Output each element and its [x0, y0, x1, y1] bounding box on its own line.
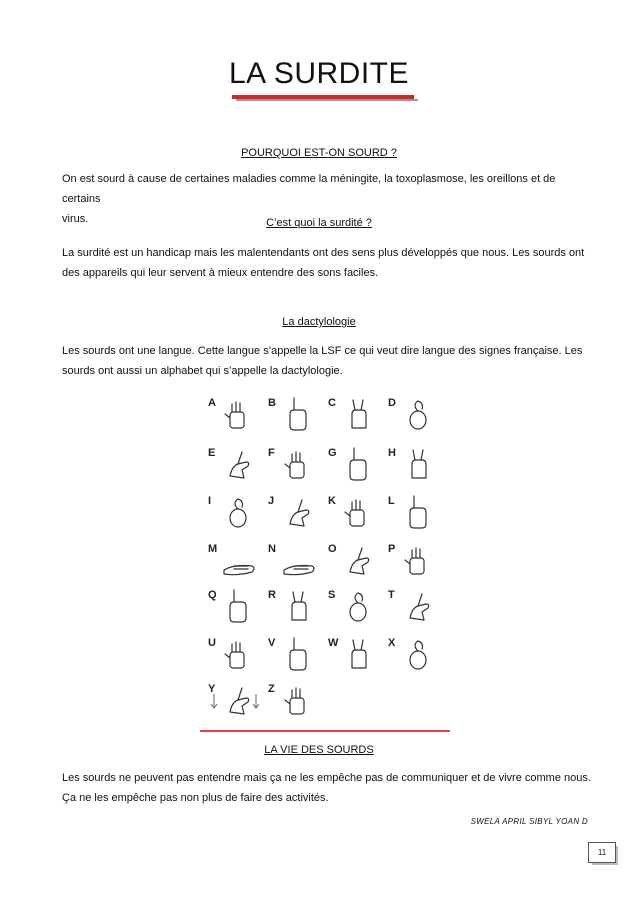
alphabet-sign-e — [208, 447, 249, 478]
hand-sign-icon — [290, 500, 309, 526]
alphabet-sign-b — [268, 397, 306, 430]
paragraph-line: Les sourds ont une langue. Cette langue s’appelle la LSF ce qui veut dire langue des signes française. Les — [62, 345, 583, 357]
hand-sign-icon — [284, 566, 314, 575]
paragraph-line: virus. — [62, 213, 89, 225]
alphabet-sign-c — [328, 397, 366, 428]
hand-sign-icon — [350, 593, 366, 621]
hand-sign-icon — [405, 548, 424, 574]
alphabet-letter: Z — [268, 683, 275, 695]
alphabet-sign-j — [268, 495, 309, 526]
section-heading-what: C’est quoi la surdité ? — [266, 217, 372, 229]
alphabet-letter: X — [388, 637, 396, 649]
alphabet-letter: I — [208, 495, 212, 507]
alphabet-letter: C — [328, 397, 336, 409]
alphabet-sign-u — [208, 637, 244, 668]
paragraph-line: Les sourds ne peuvent pas entendre mais ça ne les empêche pas de communiquer et de vivre comme nous. — [62, 772, 591, 784]
paragraph-line: des appareils qui leur servent à mieux entendre des sons faciles. — [62, 267, 379, 279]
hand-sign-icon — [230, 590, 246, 622]
section-heading-why: POURQUOI EST-ON SOURD ? — [241, 147, 397, 159]
alphabet-letter: Y — [208, 683, 216, 695]
alphabet-letter: H — [388, 447, 396, 459]
alphabet-letter: A — [208, 397, 216, 409]
hand-sign-icon — [410, 401, 426, 429]
hand-sign-icon — [352, 400, 366, 428]
authors-signature: SWELA APRIL SIBYL YOAN D — [470, 817, 588, 826]
hand-sign-icon — [290, 398, 306, 430]
alphabet-letter: J — [268, 495, 275, 507]
sign-language-alphabet-image — [200, 388, 448, 730]
alphabet-sign-i — [208, 495, 246, 527]
hand-sign-icon — [224, 566, 254, 575]
alphabet-letter: G — [328, 447, 337, 459]
alphabet-sign-a — [208, 397, 244, 428]
alphabet-sign-v — [268, 637, 306, 670]
hand-sign-icon — [225, 402, 244, 428]
alphabet-sign-n — [268, 543, 314, 575]
section-paragraph-life — [62, 768, 592, 808]
alphabet-sign-g — [328, 447, 366, 480]
alphabet-sign-l — [388, 495, 426, 528]
hand-sign-icon — [412, 450, 426, 478]
section-heading-life: LA VIE DES SOURDS — [264, 744, 374, 756]
hand-sign-icon — [292, 592, 306, 620]
page-number: 11 — [588, 842, 616, 863]
alphabet-letter: D — [388, 397, 396, 409]
image-bottom-rule — [200, 730, 450, 732]
title-underline-shadow — [236, 99, 418, 101]
alphabet-sign-p — [388, 543, 424, 574]
alphabet-sign-k — [328, 495, 364, 526]
alphabet-sign-f — [268, 447, 304, 478]
alphabet-sign-m — [208, 543, 254, 575]
alphabet-letter: S — [328, 589, 336, 601]
paragraph-line: sourds ont aussi un alphabet qui s’appelle la dactylologie. — [62, 365, 343, 377]
motion-arrow-icon — [253, 694, 259, 708]
hand-sign-icon — [230, 452, 249, 478]
alphabet-letter: O — [328, 543, 337, 555]
alphabet-letter: T — [388, 589, 395, 601]
hand-sign-icon — [225, 642, 244, 668]
motion-arrow-icon — [211, 694, 217, 708]
alphabet-sign-s — [328, 589, 366, 621]
alphabet-sign-w — [328, 637, 366, 668]
alphabet-letter: W — [328, 637, 339, 649]
alphabet-letter: M — [208, 543, 218, 555]
section-paragraph-what — [62, 243, 592, 283]
alphabet-sign-z — [268, 683, 304, 714]
hand-sign-icon — [285, 688, 304, 714]
hand-sign-icon — [352, 640, 366, 668]
section-paragraph-dactylology — [62, 341, 592, 381]
hand-sign-icon — [410, 594, 429, 620]
alphabet-sign-q — [208, 589, 246, 622]
paragraph-line: La surdité est un handicap mais les malentendants ont des sens plus développés que nous. Les sourds ont — [62, 247, 585, 259]
alphabet-letter: R — [268, 589, 276, 601]
hand-sign-icon — [350, 548, 369, 574]
paragraph-line: On est sourd à cause de certaines maladies comme la méningite, la toxoplasmose, les oreillons et de certains — [62, 173, 556, 205]
hand-sign-icon — [350, 448, 366, 480]
alphabet-letter: N — [268, 543, 276, 555]
alphabet-sign-r — [268, 589, 306, 620]
alphabet-illustration — [200, 388, 448, 730]
hand-sign-icon — [410, 641, 426, 669]
alphabet-letter: V — [268, 637, 276, 649]
alphabet-letter: Q — [208, 589, 217, 601]
alphabet-sign-h — [388, 447, 426, 478]
hand-sign-icon — [290, 638, 306, 670]
alphabet-letter: P — [388, 543, 396, 555]
alphabet-letter: B — [268, 397, 276, 409]
page-title: LA SURDITE — [228, 57, 410, 90]
alphabet-sign-t — [388, 589, 429, 620]
hand-sign-icon — [345, 500, 364, 526]
alphabet-letter: F — [268, 447, 275, 459]
alphabet-sign-o — [328, 543, 369, 574]
alphabet-sign-d — [388, 397, 426, 429]
alphabet-letter: U — [208, 637, 216, 649]
alphabet-letter: K — [328, 495, 336, 507]
hand-sign-icon — [410, 496, 426, 528]
paragraph-line: Ça ne les empêche pas non plus de faire des activités. — [62, 792, 329, 804]
hand-sign-icon — [285, 452, 304, 478]
section-heading-dactylology: La dactylologie — [282, 316, 356, 328]
alphabet-sign-x — [388, 637, 426, 669]
alphabet-letter: E — [208, 447, 216, 459]
hand-sign-icon — [230, 688, 249, 714]
alphabet-letter: L — [388, 495, 395, 507]
hand-sign-icon — [230, 499, 246, 527]
